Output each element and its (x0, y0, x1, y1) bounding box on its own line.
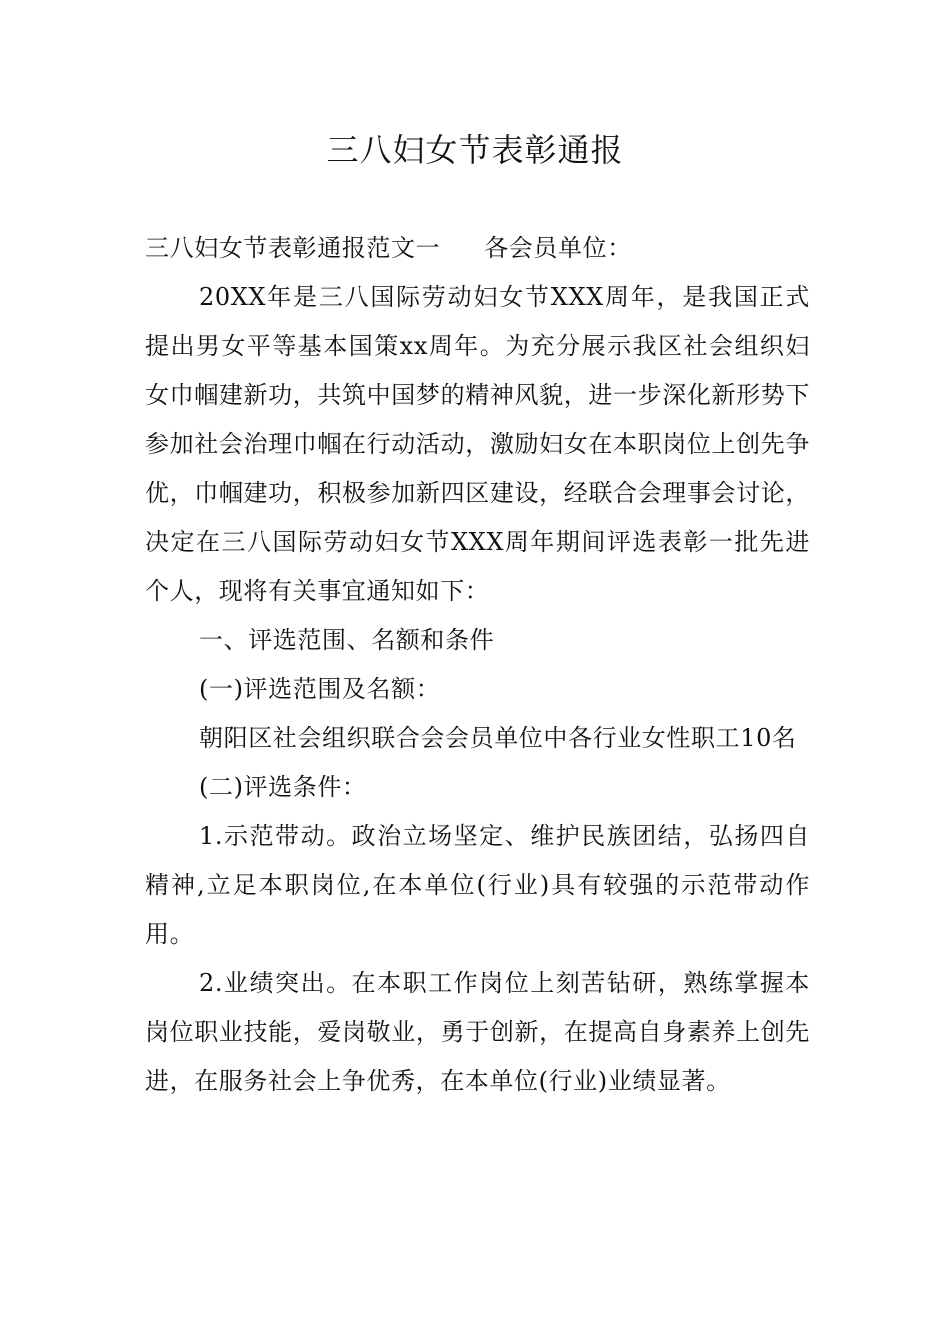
addressee: 各会员单位： (484, 234, 632, 262)
paragraph-scope: 朝阳区社会组织联合会会员单位中各行业女性职工10名 (199, 724, 797, 752)
subtitle-line (145, 224, 810, 273)
document-body (145, 224, 810, 1106)
paragraph-intro: 20XX年是三八国际劳动妇女节XXX周年，是我国正式提出男女平等基本国策xx周年。为充分展示我区社会组织妇女巾帼建新功，共筑中国梦的精神风貌，进一步深化新形势下参加社会治理巾帼在行动活动，激励妇女在本职岗位上创先争优，巾帼建功，积极参加新四区建设，经联合会理事会讨论，决定在三八国际劳动妇女节XXX周年期间评选表彰一批先进个人，现将有关事宜通知如下： (145, 283, 810, 605)
criterion-2: 2.业绩突出。在本职工作岗位上刻苦钻研，熟练掌握本岗位职业技能，爱岗敬业，勇于创新，在提高自身素养上创先进，在服务社会上争优秀，在本单位(行业)业绩显著。 (145, 969, 810, 1095)
subsection-heading-scope: (一)评选范围及名额： (199, 675, 441, 703)
subsection-heading-criteria: (二)评选条件： (199, 773, 367, 801)
section-heading: 一、评选范围、名额和条件 (199, 626, 495, 654)
criterion-1: 1.示范带动。政治立场坚定、维护民族团结，弘扬四自精神,立足本职岗位,在本单位(行业)具有较强的示范带动作用。 (145, 822, 810, 948)
document-title: 三八妇女节表彰通报 (326, 131, 624, 169)
document-subtitle: 三八妇女节表彰通报范文一 (145, 234, 441, 262)
